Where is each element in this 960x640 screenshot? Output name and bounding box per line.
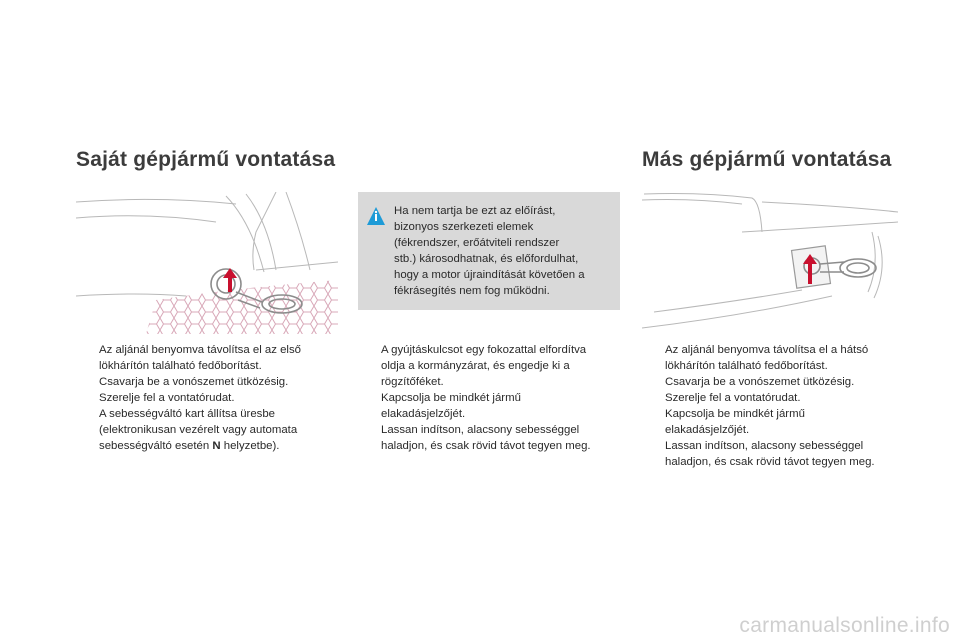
step-line: A gyújtáskulcsot egy fokozattal elfordítva — [381, 344, 587, 356]
step-line: (elektronikusan vezérelt vagy automata — [99, 424, 298, 436]
step-line: Szerelje fel a vontatórudat. — [665, 392, 801, 404]
step-line: Csavarja be a vonószemet ütközésig. — [99, 376, 289, 388]
section-title-own-towing: Saját gépjármű vontatása — [76, 148, 336, 171]
list-item — [642, 438, 906, 470]
watermark: carmanualsonline.info — [739, 614, 950, 637]
step-line: Kapcsolja be mindkét jármű — [381, 392, 521, 404]
info-warning-text — [394, 203, 612, 299]
list-item — [76, 342, 340, 374]
list-item — [76, 406, 340, 454]
list-item — [642, 406, 906, 438]
info-line: stb.) károsodhatnak, és előfordulhat, — [394, 253, 579, 265]
list-item — [76, 374, 340, 390]
step-line: Az aljánál benyomva távolítsa el az első — [99, 344, 301, 356]
info-line: fékrásegítés nem fog működni. — [394, 285, 550, 297]
step-line: Lassan indítson, alacsony sebességgel — [381, 424, 580, 436]
step-line: lökhárítón található fedőborítást. — [665, 360, 828, 372]
middle-towing-steps — [358, 342, 620, 454]
info-icon — [366, 206, 386, 228]
step-line: haladjon, és csak rövid távot tegyen meg. — [381, 440, 591, 452]
list-item — [642, 374, 906, 390]
other-towing-steps — [642, 342, 906, 470]
info-line: (fékrendszer, erőátviteli rendszer — [394, 237, 560, 249]
info-line: hogy a motor újraindítását követően a — [394, 269, 585, 281]
rear-bumper-towing-eye-illustration — [642, 192, 898, 332]
section-title-other-towing: Más gépjármű vontatása — [642, 148, 892, 171]
step-line: lökhárítón található fedőborítást. — [99, 360, 262, 372]
neutral-gear-label: N — [212, 440, 221, 452]
step-line: oldja a kormányzárat, és engedje ki a — [381, 360, 570, 372]
info-line: Ha nem tartja be ezt az előírást, — [394, 205, 556, 217]
own-towing-steps — [76, 342, 340, 454]
info-line: bizonyos szerkezeti elemek — [394, 221, 534, 233]
step-line: elakadásjelzőjét. — [381, 408, 466, 420]
step-line: Az aljánál benyomva távolítsa el a hátsó — [665, 344, 869, 356]
step-line: A sebességváltó kart állítsa üresbe — [99, 408, 276, 420]
step-line-suffix: helyzetbe). — [220, 440, 280, 452]
list-item — [642, 390, 906, 406]
front-bumper-towing-eye-illustration — [76, 192, 338, 334]
step-line: Csavarja be a vonószemet ütközésig. — [665, 376, 855, 388]
list-item — [358, 342, 620, 390]
list-item — [358, 390, 620, 422]
step-line: elakadásjelzőjét. — [665, 424, 750, 436]
step-line: Szerelje fel a vontatórudat. — [99, 392, 235, 404]
list-item — [642, 342, 906, 374]
list-item — [358, 422, 620, 454]
list-item — [76, 390, 340, 406]
step-line: haladjon, és csak rövid távot tegyen meg. — [665, 456, 875, 468]
info-warning-box — [358, 192, 620, 310]
step-line-prefix: sebességváltó esetén — [99, 440, 213, 452]
step-line: rögzítőféket. — [381, 376, 444, 388]
step-line: Kapcsolja be mindkét jármű — [665, 408, 805, 420]
step-line: Lassan indítson, alacsony sebességgel — [665, 440, 864, 452]
